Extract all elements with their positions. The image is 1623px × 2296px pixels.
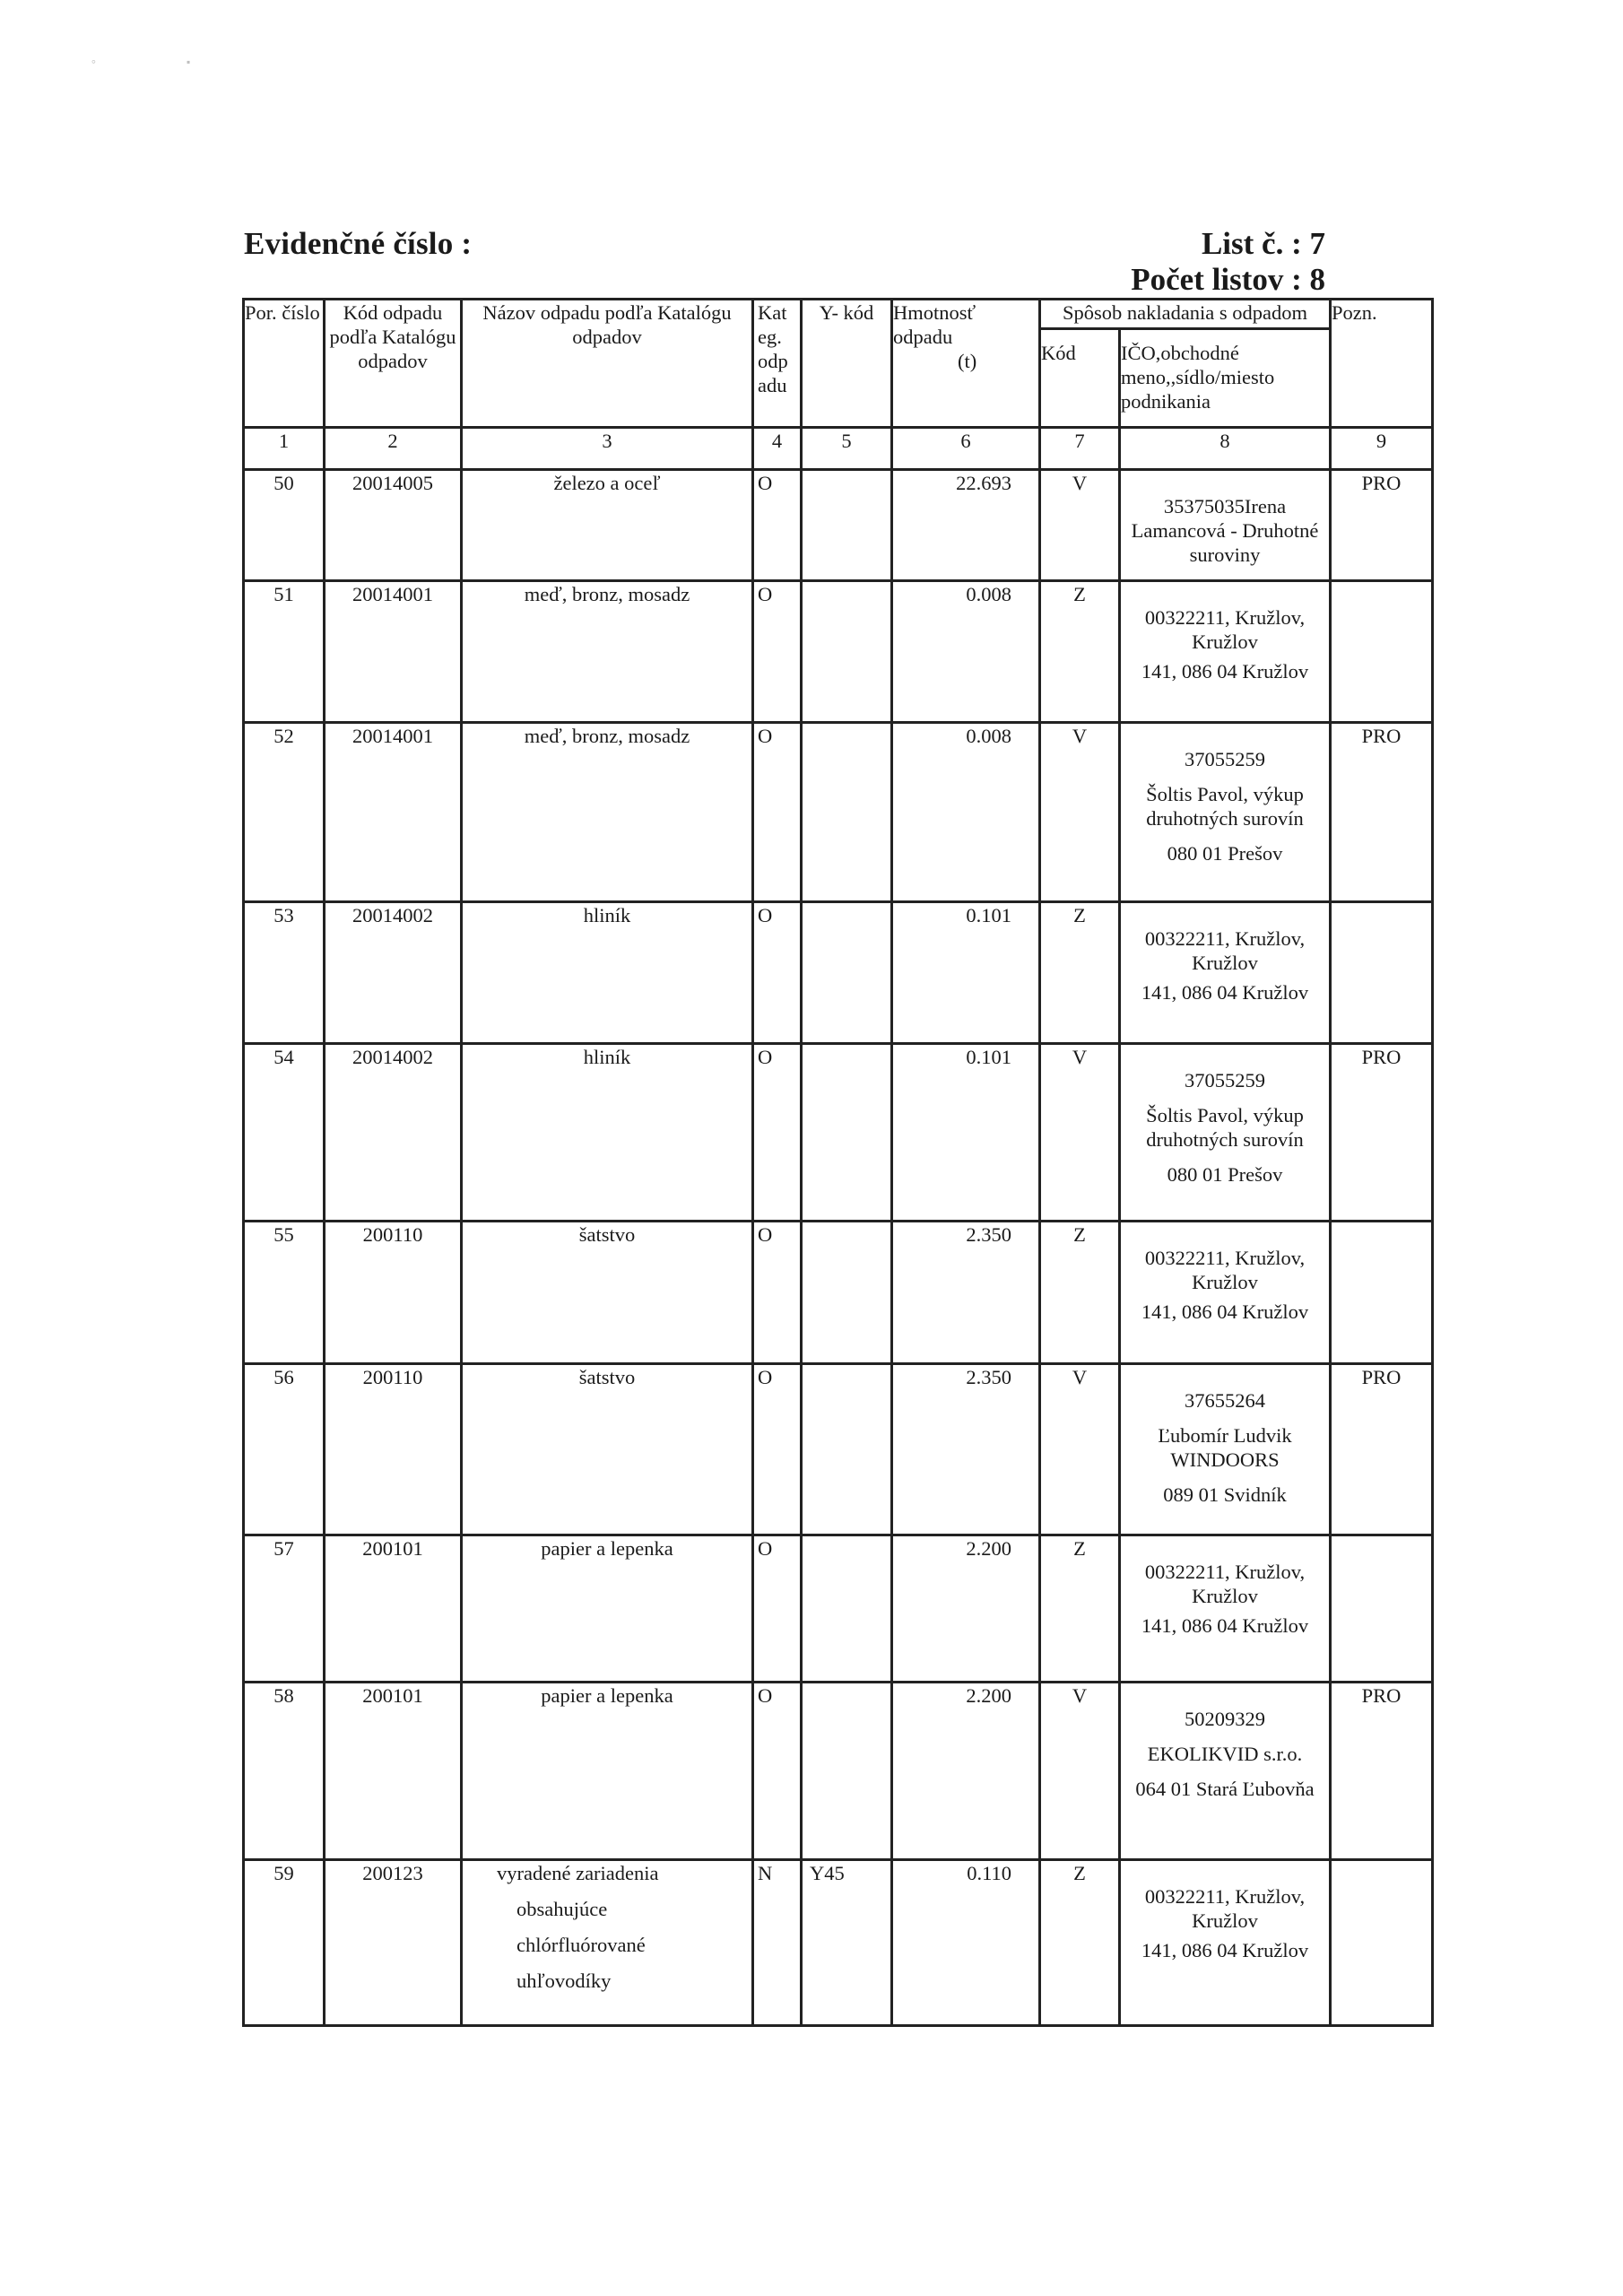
cell-poznamka bbox=[1331, 581, 1433, 723]
cell-hmotnost: 2.200 bbox=[892, 1683, 1040, 1860]
cell-sposob-kod: Z bbox=[1040, 1860, 1120, 2026]
cell-ico bbox=[1120, 723, 1331, 902]
cell-ykod bbox=[802, 1683, 892, 1860]
header-kategoria: Kat eg. odp adu bbox=[753, 300, 802, 428]
cell-poznamka bbox=[1331, 1860, 1433, 2026]
cell-sposob-kod: Z bbox=[1040, 1535, 1120, 1683]
cell-poznamka: PRO bbox=[1331, 1044, 1433, 1222]
cell-nazov bbox=[462, 1364, 753, 1535]
cell-ico bbox=[1120, 1364, 1331, 1535]
ico-line: 141, 086 04 Kružlov bbox=[1141, 660, 1309, 683]
waste-name-line: papier a lepenka bbox=[541, 1537, 673, 1560]
cell-hmotnost: 22.693 bbox=[892, 470, 1040, 581]
waste-name-line: hliník bbox=[583, 1046, 631, 1068]
cell-poznamka: PRO bbox=[1331, 470, 1433, 581]
cell-hmotnost: 2.350 bbox=[892, 1364, 1040, 1535]
cell-nazov bbox=[462, 723, 753, 902]
header-ykod: Y- kód bbox=[802, 300, 892, 428]
cell-kategoria: O bbox=[753, 1364, 802, 1535]
cell-ico bbox=[1120, 581, 1331, 723]
table-row bbox=[244, 470, 1433, 581]
cell-hmotnost: 0.101 bbox=[892, 1044, 1040, 1222]
cell-nazov bbox=[462, 1222, 753, 1364]
ico-line: Šoltis Pavol, výkup druhotných surovín bbox=[1146, 783, 1304, 830]
ico-line: 35375035Irena Lamancová - Druhotné suroviny bbox=[1131, 495, 1319, 566]
cell-kod: 20014005 bbox=[325, 470, 462, 581]
cell-poznamka bbox=[1331, 1535, 1433, 1683]
cell-sposob-kod: Z bbox=[1040, 1222, 1120, 1364]
cell-por: 50 bbox=[244, 470, 325, 581]
cell-por: 55 bbox=[244, 1222, 325, 1364]
cell-ico bbox=[1120, 1683, 1331, 1860]
cell-kod: 200123 bbox=[325, 1860, 462, 2026]
cell-ykod bbox=[802, 723, 892, 902]
cell-nazov bbox=[462, 902, 753, 1044]
ico-line: 37055259 bbox=[1185, 748, 1265, 770]
cell-kod: 200101 bbox=[325, 1535, 462, 1683]
header-hmotnost-unit: (t) bbox=[958, 350, 977, 372]
cell-kategoria: O bbox=[753, 1222, 802, 1364]
header-hmotnost bbox=[892, 300, 1040, 428]
cell-sposob-kod: V bbox=[1040, 1364, 1120, 1535]
column-number: 1 bbox=[244, 428, 325, 470]
cell-ykod bbox=[802, 1044, 892, 1222]
column-number: 4 bbox=[753, 428, 802, 470]
column-number: 2 bbox=[325, 428, 462, 470]
cell-ico bbox=[1120, 1044, 1331, 1222]
scan-speck: ▪ bbox=[187, 56, 191, 68]
column-number: 8 bbox=[1120, 428, 1331, 470]
header-sposob-kod: Kód bbox=[1040, 329, 1120, 428]
ico-line: 141, 086 04 Kružlov bbox=[1141, 1939, 1309, 1961]
cell-poznamka: PRO bbox=[1331, 1683, 1433, 1860]
cell-ico bbox=[1120, 470, 1331, 581]
column-number: 3 bbox=[462, 428, 753, 470]
cell-kategoria: O bbox=[753, 1535, 802, 1683]
cell-sposob-kod: V bbox=[1040, 1683, 1120, 1860]
table-row bbox=[244, 1860, 1433, 2026]
cell-kod: 200110 bbox=[325, 1364, 462, 1535]
cell-hmotnost: 2.200 bbox=[892, 1535, 1040, 1683]
ico-line: 50209329 bbox=[1185, 1708, 1265, 1730]
cell-ykod bbox=[802, 1364, 892, 1535]
scan-speck: ° bbox=[91, 57, 96, 70]
cell-poznamka bbox=[1331, 1222, 1433, 1364]
waste-name-line: meď, bronz, mosadz bbox=[524, 725, 690, 747]
waste-name-line: šatstvo bbox=[578, 1366, 636, 1388]
table-row bbox=[244, 1683, 1433, 1860]
cell-ykod bbox=[802, 1222, 892, 1364]
cell-kod: 20014001 bbox=[325, 723, 462, 902]
column-number: 6 bbox=[892, 428, 1040, 470]
cell-por: 53 bbox=[244, 902, 325, 1044]
cell-por: 57 bbox=[244, 1535, 325, 1683]
table-row bbox=[244, 902, 1433, 1044]
cell-kategoria: O bbox=[753, 581, 802, 723]
waste-records-table bbox=[242, 298, 1434, 2027]
cell-nazov bbox=[462, 1044, 753, 1222]
header-sposob: Spôsob nakladania s odpadom bbox=[1040, 300, 1331, 329]
cell-ykod bbox=[802, 902, 892, 1044]
cell-por: 52 bbox=[244, 723, 325, 902]
cell-kategoria: O bbox=[753, 723, 802, 902]
cell-por: 51 bbox=[244, 581, 325, 723]
cell-ykod bbox=[802, 1535, 892, 1683]
ico-line: 141, 086 04 Kružlov bbox=[1141, 1614, 1309, 1637]
cell-sposob-kod: Z bbox=[1040, 902, 1120, 1044]
column-number-row bbox=[244, 428, 1433, 470]
cell-sposob-kod: V bbox=[1040, 723, 1120, 902]
waste-name-line: vyradené zariadenia bbox=[497, 1862, 659, 1884]
cell-poznamka: PRO bbox=[1331, 723, 1433, 902]
cell-nazov bbox=[462, 1860, 753, 2026]
ico-line: 00322211, Kružlov, Kružlov bbox=[1144, 927, 1306, 974]
ico-line: Ľubomír Ludvik WINDOORS bbox=[1158, 1424, 1292, 1471]
waste-name-line: hliník bbox=[583, 904, 631, 926]
header-row-1 bbox=[244, 300, 1433, 329]
waste-name-line: obsahujúce bbox=[516, 1898, 608, 1920]
cell-ico bbox=[1120, 1535, 1331, 1683]
header-nazov: Názov odpadu podľa Katalógu odpadov bbox=[462, 300, 753, 428]
cell-sposob-kod: Z bbox=[1040, 581, 1120, 723]
ico-line: 141, 086 04 Kružlov bbox=[1141, 981, 1309, 1004]
cell-por: 56 bbox=[244, 1364, 325, 1535]
table-row bbox=[244, 1222, 1433, 1364]
table-row bbox=[244, 723, 1433, 902]
cell-ico bbox=[1120, 902, 1331, 1044]
cell-por: 58 bbox=[244, 1683, 325, 1860]
cell-kategoria: O bbox=[753, 1044, 802, 1222]
cell-poznamka: PRO bbox=[1331, 1364, 1433, 1535]
waste-name-line: šatstvo bbox=[578, 1223, 636, 1246]
waste-name-line: papier a lepenka bbox=[541, 1684, 673, 1707]
cell-kod: 200110 bbox=[325, 1222, 462, 1364]
cell-kod: 200101 bbox=[325, 1683, 462, 1860]
ico-line: 37055259 bbox=[1185, 1069, 1265, 1091]
table-row bbox=[244, 1535, 1433, 1683]
header-kod: Kód odpadu podľa Katalógu odpadov bbox=[325, 300, 462, 428]
cell-ykod: Y45 bbox=[802, 1860, 892, 2026]
cell-por: 59 bbox=[244, 1860, 325, 2026]
ico-line: 00322211, Kružlov, Kružlov bbox=[1144, 606, 1306, 653]
header-pozn: Pozn. bbox=[1331, 300, 1433, 428]
cell-ykod bbox=[802, 470, 892, 581]
cell-kod: 20014001 bbox=[325, 581, 462, 723]
column-number: 7 bbox=[1040, 428, 1120, 470]
waste-name-line: uhľovodíky bbox=[516, 1970, 612, 1992]
ico-line: Šoltis Pavol, výkup druhotných surovín bbox=[1146, 1104, 1304, 1151]
cell-kategoria: O bbox=[753, 1683, 802, 1860]
cell-kategoria: O bbox=[753, 902, 802, 1044]
evidence-number-label: Evidenčné číslo : bbox=[244, 226, 473, 261]
ico-line: 00322211, Kružlov, Kružlov bbox=[1144, 1885, 1306, 1932]
cell-hmotnost: 0.110 bbox=[892, 1860, 1040, 2026]
table-body bbox=[244, 470, 1433, 2026]
cell-ico bbox=[1120, 1860, 1331, 2026]
ico-line: EKOLIKVID s.r.o. bbox=[1147, 1743, 1303, 1765]
table-row bbox=[244, 1044, 1433, 1222]
column-number: 5 bbox=[802, 428, 892, 470]
column-number: 9 bbox=[1331, 428, 1433, 470]
cell-kategoria: N bbox=[753, 1860, 802, 2026]
cell-hmotnost: 2.350 bbox=[892, 1222, 1040, 1364]
cell-nazov bbox=[462, 1535, 753, 1683]
table-row bbox=[244, 581, 1433, 723]
sheet-info bbox=[1131, 226, 1325, 298]
ico-line: 080 01 Prešov bbox=[1167, 1163, 1283, 1186]
cell-kod: 20014002 bbox=[325, 1044, 462, 1222]
cell-sposob-kod: V bbox=[1040, 1044, 1120, 1222]
cell-sposob-kod: V bbox=[1040, 470, 1120, 581]
header-sposob-ico: IČO,obchodné meno,,sídlo/miesto podnikania bbox=[1120, 329, 1331, 428]
waste-name-line: chlórfluórované bbox=[516, 1934, 646, 1956]
cell-hmotnost: 0.008 bbox=[892, 581, 1040, 723]
ico-line: 141, 086 04 Kružlov bbox=[1141, 1300, 1309, 1323]
ico-line: 089 01 Svidník bbox=[1163, 1483, 1287, 1506]
cell-por: 54 bbox=[244, 1044, 325, 1222]
cell-hmotnost: 0.101 bbox=[892, 902, 1040, 1044]
cell-ykod bbox=[802, 581, 892, 723]
ico-line: 00322211, Kružlov, Kružlov bbox=[1144, 1247, 1306, 1293]
ico-line: 080 01 Prešov bbox=[1167, 842, 1283, 865]
cell-kategoria: O bbox=[753, 470, 802, 581]
cell-nazov bbox=[462, 581, 753, 723]
cell-ico bbox=[1120, 1222, 1331, 1364]
cell-kod: 20014002 bbox=[325, 902, 462, 1044]
header-hmotnost-label: Hmotnosť odpadu bbox=[893, 301, 976, 348]
waste-name-line: železo a oceľ bbox=[553, 472, 661, 494]
ico-line: 37655264 bbox=[1185, 1389, 1265, 1412]
cell-nazov bbox=[462, 1683, 753, 1860]
waste-name-line: meď, bronz, mosadz bbox=[524, 583, 690, 605]
cell-poznamka bbox=[1331, 902, 1433, 1044]
table-row bbox=[244, 1364, 1433, 1535]
cell-nazov bbox=[462, 470, 753, 581]
header-por: Por. číslo bbox=[244, 300, 325, 428]
ico-line: 064 01 Stará Ľubovňa bbox=[1135, 1778, 1315, 1800]
cell-hmotnost: 0.008 bbox=[892, 723, 1040, 902]
ico-line: 00322211, Kružlov, Kružlov bbox=[1144, 1561, 1306, 1607]
sheet-number: List č. : 7 bbox=[1201, 226, 1325, 261]
sheet-count: Počet listov : 8 bbox=[1131, 262, 1325, 297]
